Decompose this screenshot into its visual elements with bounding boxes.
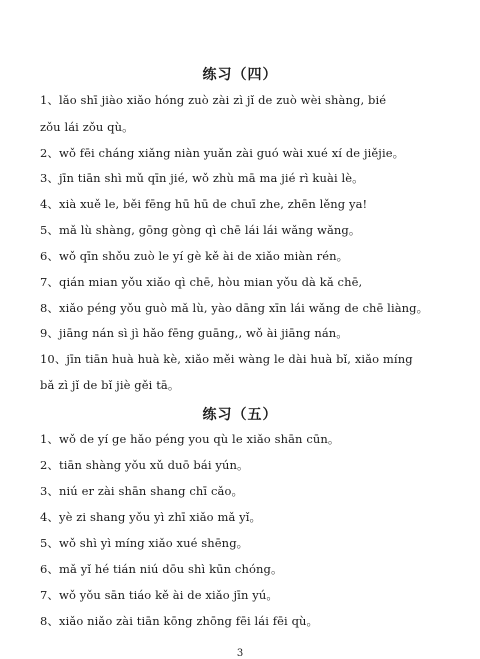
exercise-4-line-9: 9、jiāng nán sì jì hǎo fēng guāng,, wǒ ài jiāng nán。 <box>40 326 348 340</box>
exercise-4-line-1: 1、lǎo shī jiào xiǎo hóng zuò zài zì jǐ de zuò wèi shàng, bié <box>40 93 387 107</box>
section-title-4: 练习（四） <box>202 67 278 83</box>
exercise-4-line-2: 2、wǒ fēi cháng xiǎng niàn yuǎn zài guó wài xué xí de jiějie。 <box>40 146 405 160</box>
exercise-5-line-4: 4、yè zi shang yǒu yì zhī xiǎo mǎ yǐ。 <box>40 510 262 524</box>
exercise-4-line-5: 5、mǎ lù shàng, gōng gòng qì chē lái lái wǎng wǎng。 <box>40 223 361 237</box>
exercise-5-line-6: 6、mǎ yǐ hé tián niú dōu shì kūn chóng。 <box>40 562 283 576</box>
exercise-4-line-10: 10、jīn tiān huà huà kè, xiǎo měi wàng le dài huà bǐ, xiǎo míng <box>40 352 413 366</box>
section-title-5: 练习（五） <box>202 407 278 423</box>
exercise-4-line-6: 6、wǒ qīn shǒu zuò le yí gè kě ài de xiǎo miàn rén。 <box>40 249 349 263</box>
exercise-4-line-3: 3、jīn tiān shì mǔ qīn jié, wǒ zhù mā ma jié rì kuài lè。 <box>40 171 364 185</box>
exercise-5-line-3: 3、niú er zài shān shang chī cǎo。 <box>40 484 244 498</box>
exercise-4-line-10-cont: bǎ zì jǐ de bǐ jiè gěi tā。 <box>40 378 180 392</box>
exercise-4-line-7: 7、qián mian yǒu xiǎo qì chē, hòu mian yǒu dà kǎ chē, <box>40 275 363 289</box>
exercise-5-line-7: 7、wǒ yǒu sān tiáo kě ài de xiǎo jīn yú。 <box>40 588 278 602</box>
exercise-4-line-1-cont: zǒu lái zǒu qù。 <box>40 120 134 134</box>
exercise-5-line-2: 2、tiān shàng yǒu xǔ duō bái yún。 <box>40 458 249 472</box>
exercise-4-line-8: 8、xiǎo péng yǒu guò mǎ lù, yào dāng xīn lái wǎng de chē liàng。 <box>40 301 429 315</box>
exercise-5-line-8: 8、xiǎo niǎo zài tiān kōng zhōng fēi lái fēi qù。 <box>40 614 319 628</box>
exercise-5-line-1: 1、wǒ de yí ge hǎo péng you qù le xiǎo shān cūn。 <box>40 432 340 446</box>
exercise-5-line-5: 5、wǒ shì yì míng xiǎo xué shēng。 <box>40 536 249 550</box>
page-number: 3 <box>236 648 244 659</box>
exercise-4-line-4: 4、xià xuě le, běi fēng hū hū de chuī zhe, zhēn lěng ya! <box>40 197 368 211</box>
